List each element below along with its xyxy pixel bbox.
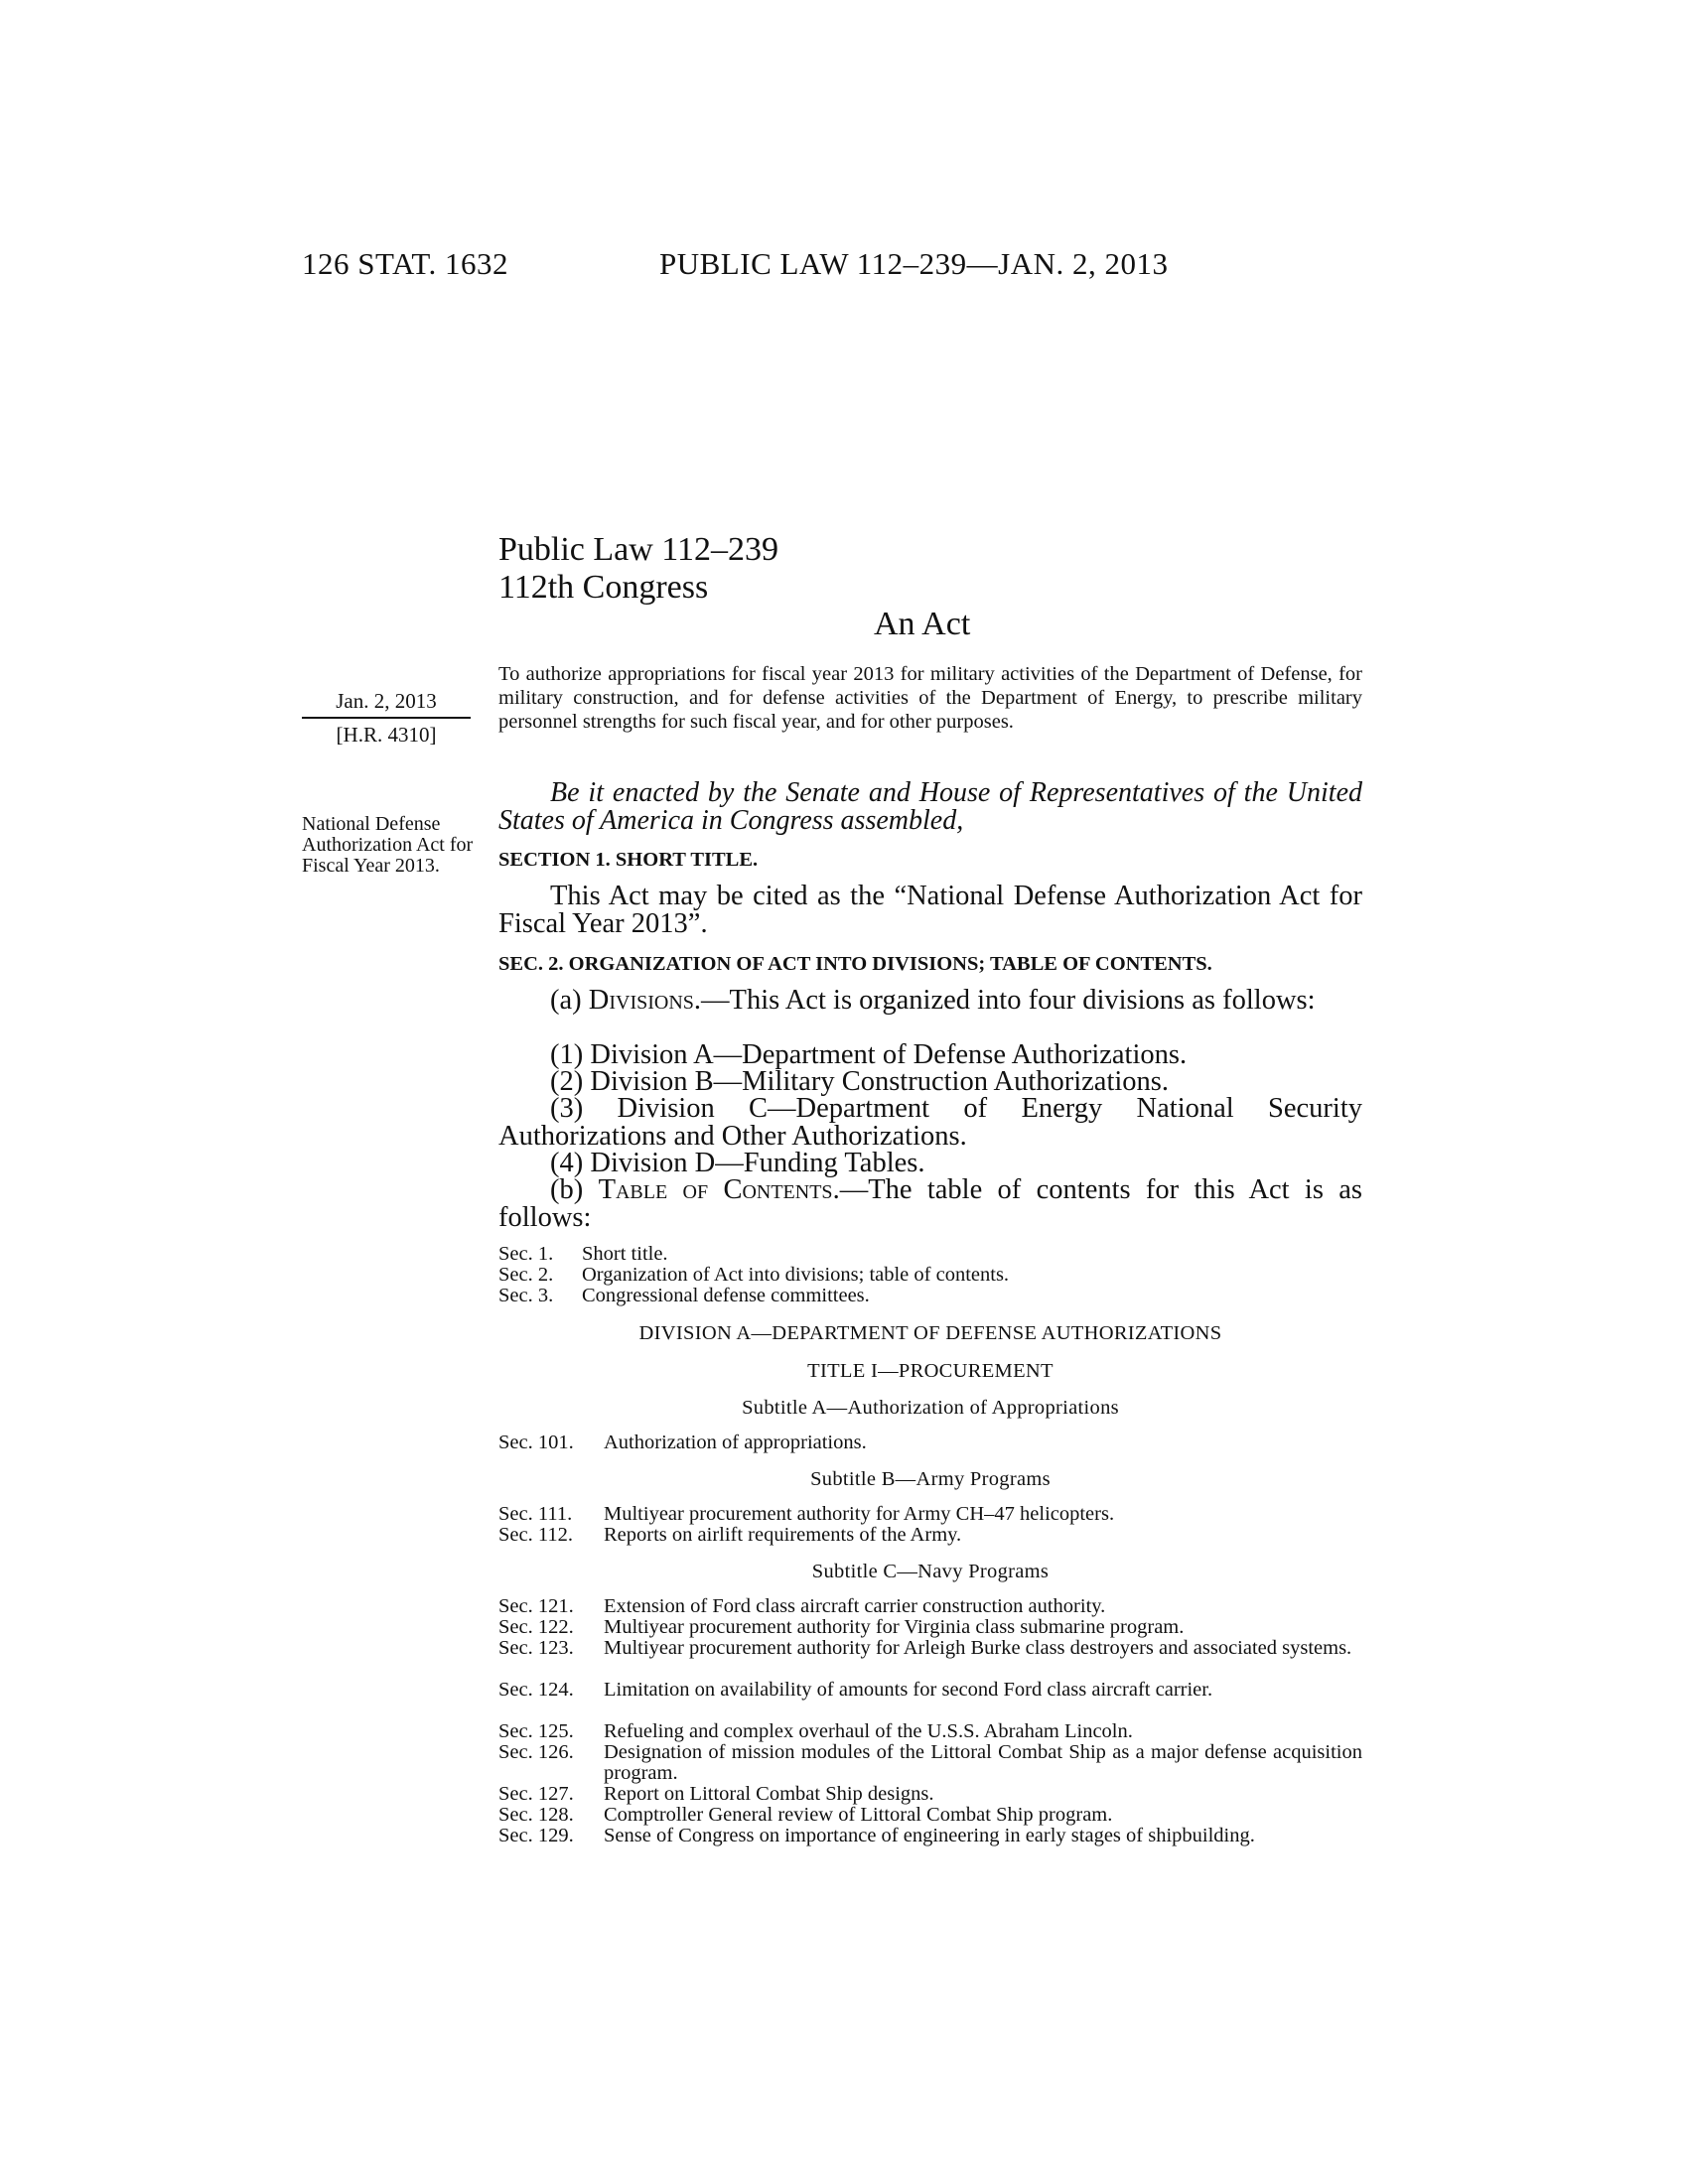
toc-section-number: Sec. 2. <box>498 1264 554 1286</box>
toc-section-title: Sense of Congress on importance of engineering in early stages of shipbuilding. <box>604 1825 1255 1846</box>
toc-section-number: Sec. 123. <box>498 1637 574 1659</box>
toc-entry <box>498 1784 1362 1805</box>
paragraph-a-label: Divisions <box>588 985 694 1016</box>
toc-subtitle-heading: Subtitle C—Navy Programs <box>811 1561 1050 1582</box>
toc-section-number: Sec. 124. <box>498 1679 574 1701</box>
congress-number: 112th Congress <box>498 569 709 606</box>
section-2-paragraph-b <box>498 1176 1362 1232</box>
toc-section-title: Report on Littoral Combat Ship designs. <box>604 1783 934 1805</box>
toc-section-title: Short title. <box>582 1243 668 1265</box>
toc-division-heading: DIVISION A—DEPARTMENT OF DEFENSE AUTHORIZATIONS <box>638 1322 1222 1344</box>
margin-short-title-note: National Defense Authorization Act for Fiscal Year 2013. <box>302 813 474 877</box>
toc-section-title: Refueling and complex overhaul of the U.S.S. Abraham Lincoln. <box>604 1720 1133 1742</box>
toc-title-heading: TITLE I—PROCUREMENT <box>807 1360 1054 1382</box>
toc-section-number: Sec. 128. <box>498 1804 574 1826</box>
toc-section-number: Sec. 1. <box>498 1243 554 1265</box>
stat-citation: 126 STAT. 1632 <box>302 246 509 281</box>
toc-section-title: Limitation on availability of amounts for second Ford class aircraft carrier. <box>604 1679 1213 1701</box>
toc-section-number: Sec. 125. <box>498 1720 574 1742</box>
paragraph-b-text: .—The table of contents for this Act is as follows: <box>498 1174 1363 1233</box>
section-2-heading: SEC. 2. ORGANIZATION OF ACT INTO DIVISIONS; TABLE OF CONTENTS. <box>498 953 1212 975</box>
section-1-text: This Act may be cited as the “National Defense Authorization Act for Fiscal Year 2013”. <box>498 881 1362 939</box>
toc-section-number: Sec. 126. <box>498 1741 574 1763</box>
running-head-law-citation: PUBLIC LAW 112–239—JAN. 2, 2013 <box>659 246 1169 281</box>
toc-section-title: Multiyear procurement authority for Army CH–47 helicopters. <box>604 1503 1115 1525</box>
enacting-clause: Be it enacted by the Senate and House of Representatives of the United States of America in Congress assembled, <box>498 777 1362 836</box>
section-2-paragraph-a <box>498 987 1362 1015</box>
toc-entry <box>498 1742 1362 1784</box>
margin-date-box <box>302 687 471 749</box>
toc-section-number: Sec. 129. <box>498 1825 574 1846</box>
toc-section-title: Reports on airlift requirements of the Army. <box>604 1524 962 1546</box>
toc-entry <box>498 1244 1362 1265</box>
division-item: (2) Division B—Military Construction Authorizations. <box>550 1066 1170 1097</box>
act-purpose: To authorize appropriations for fiscal year 2013 for military activities of the Department of Defense, for military construction, and for defense activities of the Department of Energy, to prescribe military personnel strengths for such fiscal year, and for other purposes. <box>498 663 1362 733</box>
toc-entry <box>498 1826 1362 1846</box>
toc-subtitle-heading: Subtitle B—Army Programs <box>810 1468 1051 1490</box>
toc-section-title: Designation of mission modules of the Littoral Combat Ship as a major defense acquisition program. <box>604 1741 1362 1784</box>
toc-section-title: Comptroller General review of Littoral Combat Ship program. <box>604 1804 1113 1826</box>
act-title: An Act <box>874 606 971 642</box>
law-title-block <box>498 531 778 607</box>
toc-section-number: Sec. 101. <box>498 1432 574 1453</box>
bill-number: [H.R. 4310] <box>336 723 437 747</box>
toc-section-number: Sec. 122. <box>498 1616 574 1638</box>
toc-entry <box>498 1525 1362 1546</box>
toc-subtitle-heading: Subtitle A—Authorization of Appropriations <box>742 1397 1119 1419</box>
toc-section-number: Sec. 121. <box>498 1595 574 1617</box>
paragraph-b-label: Table of Contents <box>598 1174 833 1205</box>
toc-section-title: Congressional defense committees. <box>582 1285 870 1306</box>
toc-entry <box>498 1596 1362 1617</box>
toc-entry <box>498 1433 1362 1453</box>
toc-section-number: Sec. 111. <box>498 1503 573 1525</box>
toc-section-title: Multiyear procurement authority for Arleigh Burke class destroyers and associated systems. <box>604 1637 1352 1659</box>
division-item: (3) Division C—Department of Energy National Security Authorizations and Other Authorizations. <box>498 1093 1362 1152</box>
paragraph-a-lead: (a) <box>550 985 589 1016</box>
public-law-number: Public Law 112–239 <box>498 531 779 568</box>
toc-entry <box>498 1617 1362 1638</box>
toc-entry <box>498 1504 1362 1525</box>
paragraph-a-text: .—This Act is organized into four divisions as follows: <box>693 985 1316 1016</box>
toc-entry <box>498 1721 1362 1742</box>
paragraph-b-lead: (b) <box>550 1174 599 1205</box>
division-item: (4) Division D—Funding Tables. <box>550 1148 925 1178</box>
toc-entry <box>498 1265 1362 1286</box>
toc-section-number: Sec. 127. <box>498 1783 574 1805</box>
toc-section-number: Sec. 3. <box>498 1285 554 1306</box>
toc-section-title: Extension of Ford class aircraft carrier construction authority. <box>604 1595 1106 1617</box>
toc-entry <box>498 1805 1362 1826</box>
toc-section-title: Multiyear procurement authority for Virginia class submarine program. <box>604 1616 1185 1638</box>
toc-section-title: Authorization of appropriations. <box>604 1432 867 1453</box>
toc-entry <box>498 1638 1362 1659</box>
toc-entry <box>498 1680 1362 1701</box>
enactment-date: Jan. 2, 2013 <box>302 687 471 719</box>
toc-section-title: Organization of Act into divisions; table of contents. <box>582 1264 1010 1286</box>
division-item: (1) Division A—Department of Defense Authorizations. <box>550 1039 1188 1070</box>
toc-entry <box>498 1286 1362 1306</box>
toc-section-number: Sec. 112. <box>498 1524 573 1546</box>
section-1-heading: SECTION 1. SHORT TITLE. <box>498 849 759 871</box>
